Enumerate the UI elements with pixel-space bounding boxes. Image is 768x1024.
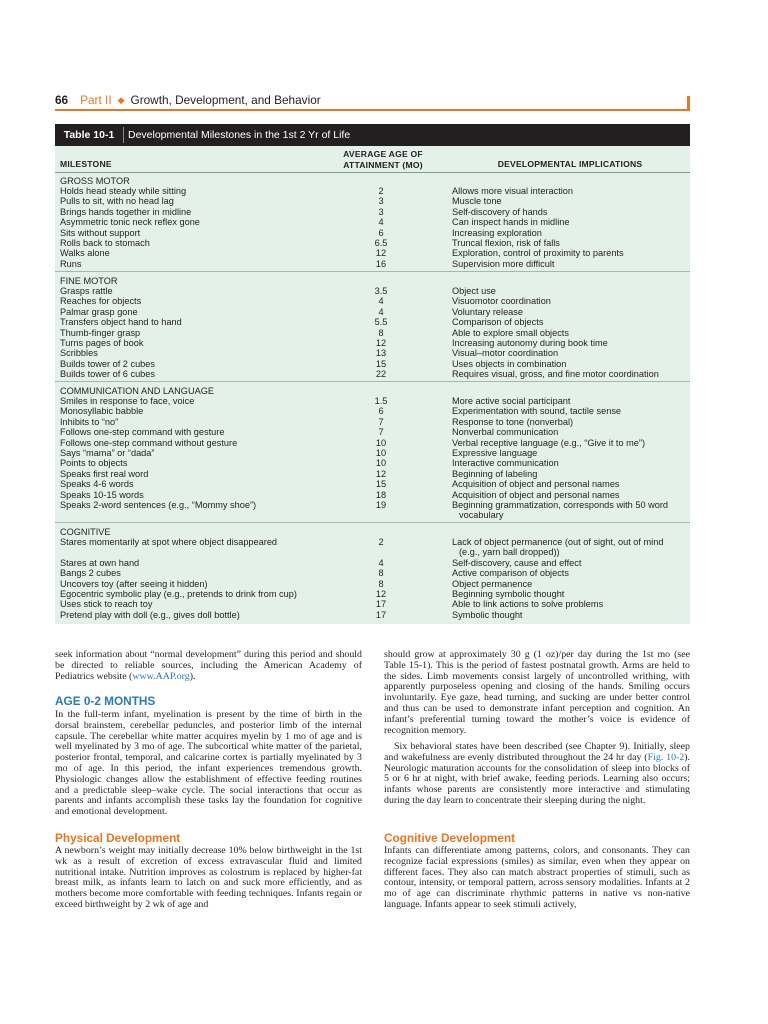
implication-cell <box>452 448 688 458</box>
implication-text: Beginning grammatization, corresponds with 50 word <box>452 499 669 510</box>
section-heading: FINE MOTOR <box>60 275 118 286</box>
intro-paragraph <box>55 650 362 682</box>
implication-continuation: (e.g., yarn ball dropped)) <box>459 547 560 558</box>
age-cell: 8 <box>378 578 384 589</box>
table-title-separator <box>123 127 124 143</box>
age-cell: 2 <box>378 185 384 196</box>
age-cell: 3.5 <box>374 285 388 296</box>
implication-cell <box>452 458 688 468</box>
implication-continuation: vocabulary <box>459 510 504 521</box>
age-cell: 17 <box>375 599 387 610</box>
milestone-cell: Egocentric symbolic play (e.g., pretends to drink from cup) <box>60 588 297 599</box>
implication-text: Response to tone (nonverbal) <box>452 416 574 427</box>
implication-text: Able to explore small objects <box>452 327 569 338</box>
implication-text: Visuomotor coordination <box>452 296 551 307</box>
age-cell: 6 <box>378 227 384 238</box>
implication-cell <box>452 479 688 489</box>
implication-cell <box>452 186 688 196</box>
age-cell: 15 <box>375 358 387 369</box>
part-label: Part II <box>80 93 112 107</box>
age-cell: 4 <box>378 296 384 307</box>
implication-cell <box>452 228 688 238</box>
milestone-cell: Uncovers toy (after seeing it hidden) <box>60 578 208 589</box>
col-header-milestone: MILESTONE <box>60 159 112 169</box>
implication-text: Exploration, control of proximity to parents <box>452 248 624 259</box>
implication-text: Allows more visual interaction <box>452 185 574 196</box>
age-paragraph: In the full-term infant, myelination is present by the time of birth in the dorsal brainstem, cerebellar peduncles, and posterior limb of the internal capsule. The cerebellar white matter acquires myelin by 1 mo of age and is well myelinated by 3 mo of age. The subcortical white matter of the parietal, posterior frontal, temporal, and calcarine cortex is partially myelinated by 3 mo of age. In this period, the infant experiences tremendous growth. Physiologic changes allow the establishment of effective feeding routines and a predictable sleep–wake cycle. The social interactions that occur as parents and infants accomplish these tasks lay the foundation for cognitive and emotional development. <box>55 709 362 818</box>
milestone-cell: Builds tower of 6 cubes <box>60 369 155 380</box>
milestone-cell: Uses stick to reach toy <box>60 599 153 610</box>
implication-cell <box>452 490 688 500</box>
implication-text: Acquisition of object and personal names <box>452 489 620 500</box>
implication-text: Active comparison of objects <box>452 568 569 579</box>
col-header-age-line2: ATTAINMENT (MO) <box>343 159 423 170</box>
implication-cell <box>452 369 688 379</box>
implication-text: Increasing autonomy during book time <box>452 337 608 348</box>
age-cell: 22 <box>375 369 387 380</box>
implication-text: Muscle tone <box>452 196 502 207</box>
implication-cell <box>452 286 688 296</box>
table-label: Table 10-1 <box>63 129 115 141</box>
intro-text-end: ). <box>189 670 196 682</box>
col-header-age <box>324 149 442 170</box>
implication-cell <box>452 537 688 558</box>
milestone-cell: Monosyllabic babble <box>60 406 144 417</box>
section-divider <box>55 522 690 523</box>
milestone-cell: Sits without support <box>60 227 141 238</box>
age-cell: 12 <box>375 588 387 599</box>
milestone-cell: Asymmetric tonic neck reflex gone <box>60 217 200 228</box>
implication-cell <box>452 469 688 479</box>
milestone-cell: Transfers object hand to hand <box>60 317 182 328</box>
table-title: Developmental Milestones in the 1st 2 Yr of Life <box>128 129 351 141</box>
age-cell: 4 <box>378 557 384 568</box>
physical-paragraph: A newborn’s weight may initially decrease 10% below birthweight in the 1st wk as a result of excretion of excess extravascular fluid and limited nutritional intake. Nutrition improves as colostrum is replaced by higher-fat breast milk, as infants learn to latch on and suck more efficiently, and as mothers become more comfortable with feeding techniques. Infants regain or exceed birthweight by 2 wk of age and <box>55 845 362 910</box>
section-divider <box>55 381 690 382</box>
growth-paragraph: should grow at approximately 30 g (1 oz)/per day during the 1st mo (see Table 15-1). This is the period of fastest postnatal growth. Arms are held to the sides. Limb movements consist largely of uncontrolled writhing, with apparently purposeless opening and closing of the hands. Smiling occurs involuntarily. Eye gaze, head turning, and sucking are under better control and thus can be used to demonstrate infant perception and cognition. An infant’s preferential turning toward the mother’s voice is evidence of recognition memory. <box>384 649 690 736</box>
implication-text: Acquisition of object and personal names <box>452 479 620 490</box>
implication-cell <box>452 296 688 306</box>
age-cell: 12 <box>375 248 387 259</box>
section-divider <box>55 271 690 272</box>
implication-cell <box>452 589 688 599</box>
milestone-cell: Walks alone <box>60 248 110 259</box>
milestone-cell: Turns pages of book <box>60 337 144 348</box>
milestone-cell: Thumb-finger grasp <box>60 327 141 338</box>
page-number: 66 <box>55 93 69 107</box>
milestone-cell: Speaks 2-word sentences (e.g., “Mommy shoe”) <box>60 499 257 510</box>
section-heading: COMMUNICATION AND LANGUAGE <box>60 385 214 396</box>
age-cell: 12 <box>375 337 387 348</box>
implication-cell <box>452 317 688 327</box>
implication-cell <box>452 348 688 358</box>
age-cell: 4 <box>378 217 384 228</box>
implication-cell <box>452 338 688 348</box>
implication-cell <box>452 438 688 448</box>
implication-text: Experimentation with sound, tactile sense <box>452 406 622 417</box>
implication-cell <box>452 417 688 427</box>
cognitive-paragraph: Infants can differentiate among patterns, colors, and consonants. They can recognize facial expressions (smiles) as similar, even when they appear on different faces. They also can match abstract properties of stimuli, such as contour, intensity, or temporal pattern, across sensory modalities. Infants at 2 mo of age can discriminate rhythmic patterns in native vs non-native language. Infants appear to seek stimuli actively, <box>384 845 690 910</box>
implication-cell <box>452 359 688 369</box>
table-title-bar <box>55 124 690 146</box>
milestone-cell: Brings hands together in midline <box>60 206 192 217</box>
implication-cell <box>452 427 688 437</box>
implication-text: Self-discovery of hands <box>452 206 548 217</box>
intro-text: seek information about “normal development” during this period and should be directed to reliable sources, including the American Academy of Pediatrics website ( <box>55 649 362 682</box>
age-cell: 7 <box>378 416 384 427</box>
implication-cell <box>452 599 688 609</box>
implication-cell <box>452 610 688 620</box>
implication-text: Object permanence <box>452 578 533 589</box>
milestone-cell: Reaches for objects <box>60 296 142 307</box>
heading-age-0-2-months: AGE 0-2 MONTHS <box>55 694 156 708</box>
implication-cell <box>452 568 688 578</box>
age-cell: 18 <box>375 489 387 500</box>
age-cell: 1.5 <box>374 395 388 406</box>
implication-cell <box>452 207 688 217</box>
milestone-cell: Rolls back to stomach <box>60 237 150 248</box>
implication-text: Uses objects in combination <box>452 358 567 369</box>
implication-cell <box>452 248 688 258</box>
milestone-cell: Bangs 2 cubes <box>60 568 121 579</box>
implication-text: More active social participant <box>452 395 571 406</box>
implication-text: Verbal receptive language (e.g., “Give it to me”) <box>452 437 646 448</box>
implication-text: Truncal flexion, risk of falls <box>452 237 560 248</box>
section-title: Growth, Development, and Behavior <box>130 93 321 107</box>
implication-text: Supervision more difficult <box>452 258 555 269</box>
implication-text: Increasing exploration <box>452 227 542 238</box>
implication-cell <box>452 579 688 589</box>
age-cell: 19 <box>375 499 387 510</box>
implication-cell <box>452 238 688 248</box>
age-cell: 10 <box>375 447 387 458</box>
implication-text: Beginning of labeling <box>452 468 538 479</box>
milestone-cell: Pretend play with doll (e.g., gives doll bottle) <box>60 609 240 620</box>
age-cell: 6 <box>378 406 384 417</box>
age-cell: 7 <box>378 427 384 438</box>
milestone-cell: Smiles in response to face, voice <box>60 395 195 406</box>
sleep-text-end: ). Neurologic maturation accounts for the consolidation of sleep into blocks of 5 or 6 hr at night, with brief awake, feeding periods. Learning also occurs; infants whose parents are consistently more interactive and stimulating during the day learn to concentrate their sleeping during the night. <box>384 751 691 806</box>
age-cell: 17 <box>375 609 387 620</box>
age-cell: 15 <box>375 479 387 490</box>
milestone-cell: Grasps rattle <box>60 285 113 296</box>
age-cell: 4 <box>378 306 384 317</box>
milestone-cell: Follows one-step command with gesture <box>60 427 225 438</box>
heading-cognitive-development: Cognitive Development <box>384 831 516 845</box>
implication-text: Visual–motor coordination <box>452 348 559 359</box>
implication-cell <box>452 259 688 269</box>
milestone-cell: Stares momentarily at spot where object disappeared <box>60 536 278 547</box>
implication-text: Interactive communication <box>452 458 559 469</box>
implication-cell <box>452 328 688 338</box>
implication-cell <box>452 500 688 521</box>
section-heading: GROSS MOTOR <box>60 175 130 186</box>
col-header-age-line1: AVERAGE AGE OF <box>343 149 423 159</box>
header-rule <box>55 109 690 111</box>
column-header-rule <box>55 172 690 173</box>
age-cell: 8 <box>378 327 384 338</box>
age-cell: 5.5 <box>374 317 388 328</box>
fig-10-2-link[interactable]: Fig. 10-2 <box>647 751 685 763</box>
age-cell: 3 <box>378 196 384 207</box>
age-cell: 16 <box>375 258 387 269</box>
milestone-cell: Speaks 10-15 words <box>60 489 144 500</box>
milestone-cell: Stares at own hand <box>60 557 140 568</box>
implication-cell <box>452 196 688 206</box>
milestone-cell: Speaks 4-6 words <box>60 479 134 490</box>
implication-text: Voluntary release <box>452 306 523 317</box>
diamond-icon: ◆ <box>117 95 125 105</box>
implication-text: Self-discovery, cause and effect <box>452 557 582 568</box>
implication-text: Can inspect hands in midline <box>452 217 570 228</box>
milestone-cell: Palmar grasp gone <box>60 306 138 317</box>
implication-text: Requires visual, gross, and fine motor coordination <box>452 369 659 380</box>
implication-text: Nonverbal communication <box>452 427 559 438</box>
implication-text: Lack of object permanence (out of sight, out of mind <box>452 536 664 547</box>
aap-link[interactable]: www.AAP.org <box>132 670 190 682</box>
header-tick <box>687 96 690 111</box>
milestone-cell: Pulls to sit, with no head lag <box>60 196 174 207</box>
implication-cell <box>452 406 688 416</box>
milestone-cell: Inhibits to “no” <box>60 416 119 427</box>
implication-text: Able to link actions to solve problems <box>452 599 604 610</box>
milestone-cell: Points to objects <box>60 458 128 469</box>
heading-physical-development: Physical Development <box>55 831 181 845</box>
age-cell: 10 <box>375 437 387 448</box>
sleep-paragraph <box>384 742 690 807</box>
age-cell: 13 <box>375 348 387 359</box>
implication-cell <box>452 396 688 406</box>
milestone-cell: Speaks first real word <box>60 468 149 479</box>
age-cell: 12 <box>375 468 387 479</box>
implication-text: Comparison of objects <box>452 317 544 328</box>
implication-cell <box>452 307 688 317</box>
implication-text: Object use <box>452 285 496 296</box>
age-cell: 10 <box>375 458 387 469</box>
sleep-text: Six behavioral states have been described (see Chapter 9). Initially, sleep and wakefulness are evenly distributed throughout the 24 hr day ( <box>384 741 690 763</box>
implication-text: Beginning symbolic thought <box>452 588 565 599</box>
milestone-cell: Runs <box>60 258 82 269</box>
implication-text: Symbolic thought <box>452 609 523 620</box>
milestone-cell: Says “mama” or “dada” <box>60 447 155 458</box>
col-header-implications: DEVELOPMENTAL IMPLICATIONS <box>497 159 643 169</box>
milestone-cell: Builds tower of 2 cubes <box>60 358 155 369</box>
age-cell: 2 <box>378 536 384 547</box>
section-heading: COGNITIVE <box>60 526 111 537</box>
age-cell: 6.5 <box>374 237 388 248</box>
age-cell: 3 <box>378 206 384 217</box>
milestone-cell: Follows one-step command without gesture <box>60 437 238 448</box>
implication-text: Expressive language <box>452 447 538 458</box>
running-header <box>55 93 690 109</box>
implication-cell <box>452 558 688 568</box>
milestone-cell: Scribbles <box>60 348 98 359</box>
milestone-cell: Holds head steady while sitting <box>60 185 187 196</box>
age-cell: 8 <box>378 568 384 579</box>
implication-cell <box>452 217 688 227</box>
